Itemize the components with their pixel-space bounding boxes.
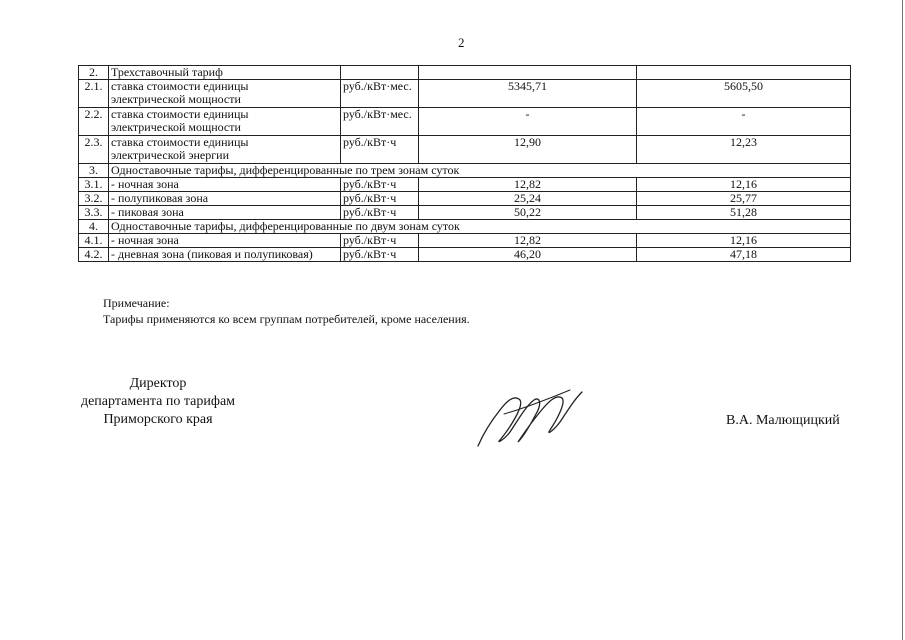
signatory-line-1: Директор <box>129 376 187 391</box>
table-row <box>79 234 851 248</box>
row-label: - ночная зона <box>109 234 341 248</box>
row-label <box>109 108 341 136</box>
row-label-line-2: электрической энергии <box>111 148 230 162</box>
row-value-1: 25,24 <box>419 192 637 206</box>
row-unit <box>341 66 419 80</box>
row-number: 2.3. <box>79 136 109 164</box>
note-title: Примечание: <box>103 296 170 310</box>
row-value-2: 12,16 <box>637 234 851 248</box>
table-section-row <box>79 220 851 234</box>
row-unit: руб./кВт·ч <box>341 178 419 192</box>
section-label: Одноставочные тарифы, дифференцированные по двум зонам суток <box>109 220 851 234</box>
row-number: 3.2. <box>79 192 109 206</box>
table-row <box>79 206 851 220</box>
table-row <box>79 248 851 262</box>
row-number: 2.2. <box>79 108 109 136</box>
row-number: 4. <box>79 220 109 234</box>
row-value-2: 12,23 <box>637 136 851 164</box>
row-value-1: 12,82 <box>419 178 637 192</box>
row-unit: руб./кВт·ч <box>341 136 419 164</box>
row-value-1: 12,82 <box>419 234 637 248</box>
row-number: 4.2. <box>79 248 109 262</box>
row-label-line-1: ставка стоимости единицы <box>111 107 249 121</box>
tariff-table <box>78 65 851 262</box>
row-value-2: 12,16 <box>637 178 851 192</box>
row-number: 2. <box>79 66 109 80</box>
row-number: 4.1. <box>79 234 109 248</box>
table-row <box>79 108 851 136</box>
table-row <box>79 66 851 80</box>
signatory-line-2: департамента по тарифам <box>80 394 236 409</box>
row-unit: руб./кВт·мес. <box>341 108 419 136</box>
row-unit: руб./кВт·ч <box>341 192 419 206</box>
row-number: 3.3. <box>79 206 109 220</box>
signatory-title <box>74 375 242 429</box>
row-label: - ночная зона <box>109 178 341 192</box>
table-row <box>79 136 851 164</box>
row-unit: руб./кВт·ч <box>341 206 419 220</box>
row-number: 3. <box>79 164 109 178</box>
row-value-1: - <box>419 108 637 136</box>
page-number: 2 <box>458 35 465 50</box>
row-value-1: 50,22 <box>419 206 637 220</box>
row-label: - пиковая зона <box>109 206 341 220</box>
row-unit: руб./кВт·ч <box>341 248 419 262</box>
row-label: - полупиковая зона <box>109 192 341 206</box>
handwritten-signature <box>470 380 590 450</box>
section-label: Одноставочные тарифы, дифференцированные по трем зонам суток <box>109 164 851 178</box>
table-row <box>79 178 851 192</box>
row-label: - дневная зона (пиковая и полупиковая) <box>109 248 341 262</box>
table-row <box>79 192 851 206</box>
row-label: Трехставочный тариф <box>109 66 341 80</box>
row-unit: руб./кВт·мес. <box>341 80 419 108</box>
row-value-2: 47,18 <box>637 248 851 262</box>
row-value-2: - <box>637 108 851 136</box>
page-edge-line <box>902 0 903 640</box>
row-number: 2.1. <box>79 80 109 108</box>
row-value-2 <box>637 66 851 80</box>
signer-name: В.А. Малющицкий <box>726 413 840 428</box>
row-label-line-1: ставка стоимости единицы <box>111 79 249 93</box>
row-label-line-1: ставка стоимости единицы <box>111 135 249 149</box>
row-value-2: 51,28 <box>637 206 851 220</box>
table-row <box>79 80 851 108</box>
row-value-1: 12,90 <box>419 136 637 164</box>
row-value-1: 5345,71 <box>419 80 637 108</box>
note-text: Тарифы применяются ко всем группам потребителей, кроме населения. <box>103 312 470 326</box>
table-section-row <box>79 164 851 178</box>
row-value-1 <box>419 66 637 80</box>
row-value-2: 25,77 <box>637 192 851 206</box>
row-label <box>109 136 341 164</box>
row-number: 3.1. <box>79 178 109 192</box>
signatory-line-3: Приморского края <box>103 412 213 427</box>
note-block <box>103 295 470 327</box>
row-label <box>109 80 341 108</box>
row-value-2: 5605,50 <box>637 80 851 108</box>
row-unit: руб./кВт·ч <box>341 234 419 248</box>
row-label-line-2: электрической мощности <box>111 120 241 134</box>
row-label-line-2: электрической мощности <box>111 92 241 106</box>
row-value-1: 46,20 <box>419 248 637 262</box>
